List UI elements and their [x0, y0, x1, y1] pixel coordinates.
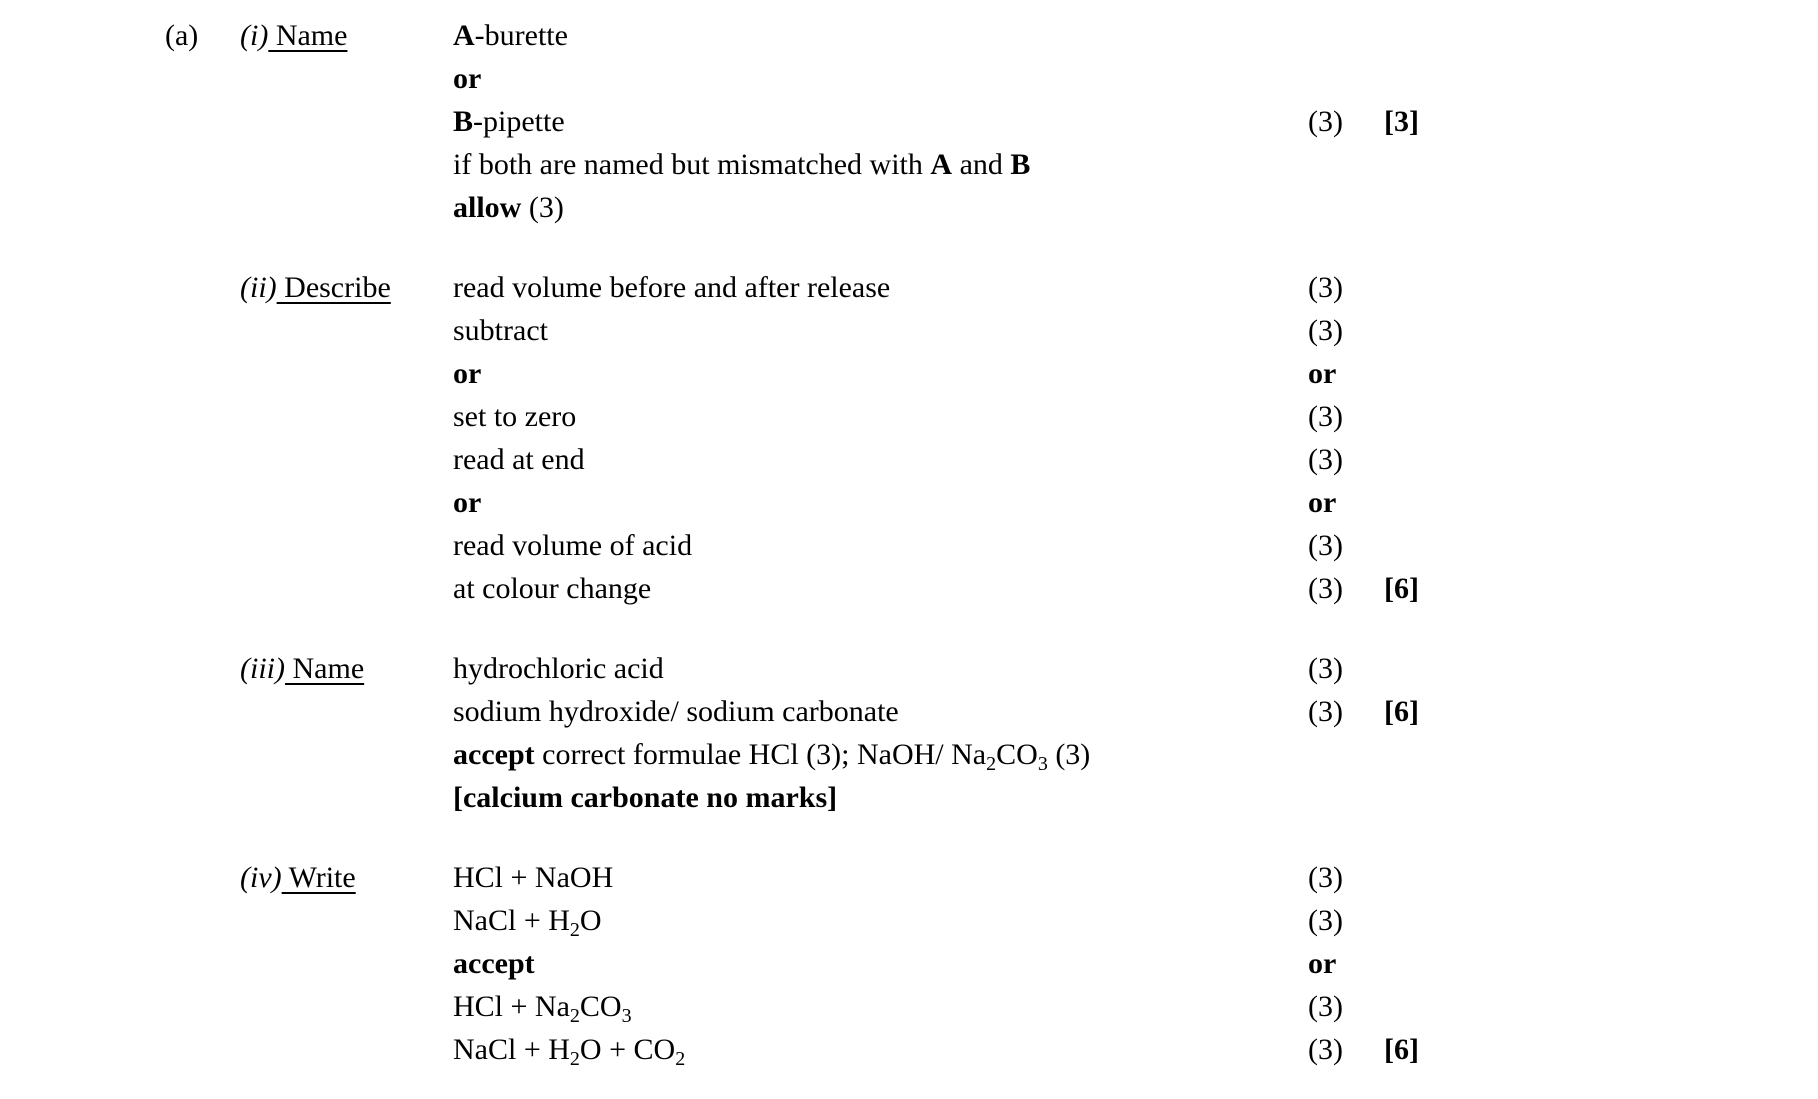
- total-marks: [1384, 776, 1463, 819]
- question-label-spacer: [165, 352, 240, 395]
- subquestion-cell: [240, 690, 453, 733]
- answer-line: [453, 899, 1308, 942]
- answer-text: NaCl + H: [453, 1033, 570, 1066]
- subquestion-cell: [240, 776, 453, 819]
- question-label-spacer: [165, 856, 240, 899]
- answer-line: [453, 352, 1308, 395]
- subscript-text: 2: [675, 1048, 686, 1070]
- question-label-spacer: [165, 100, 240, 143]
- answer-text: (3): [521, 191, 564, 224]
- section-keyword: Name: [268, 19, 348, 52]
- subquestion-cell: [240, 352, 453, 395]
- answer-line: [453, 647, 1308, 690]
- answer-text: CO: [996, 738, 1038, 771]
- total-marks: [1384, 352, 1463, 395]
- subquestion-cell: [240, 57, 453, 100]
- answer-text: hydrochloric acid: [453, 652, 664, 685]
- mark-value: (3): [1308, 529, 1343, 562]
- answer-line: [453, 733, 1308, 776]
- total-marks: [1384, 733, 1463, 776]
- total-marks: [1384, 856, 1463, 899]
- question-label-spacer: [165, 567, 240, 610]
- answer-line: [453, 1028, 1308, 1071]
- section-numeral: (iv): [240, 861, 282, 894]
- mark-value: (3): [1308, 1033, 1343, 1066]
- subquestion-cell: [240, 438, 453, 481]
- subquestion-cell: [240, 733, 453, 776]
- mark-value: [1308, 776, 1384, 819]
- answer-text: read at end: [453, 443, 585, 476]
- total-marks: [1384, 395, 1463, 438]
- section-keyword: Describe: [276, 271, 391, 304]
- total-marks: [1384, 266, 1463, 309]
- section-keyword: Name: [285, 652, 365, 685]
- mark-value: [1308, 14, 1384, 57]
- answer-line: [453, 186, 1308, 229]
- total-marks: [1384, 899, 1463, 942]
- mark-value: [1308, 186, 1384, 229]
- answer-line: [453, 567, 1308, 610]
- question-label-spacer: [165, 690, 240, 733]
- answer-line: [453, 481, 1308, 524]
- subquestion-cell: [240, 985, 453, 1028]
- answer-text: -burette: [474, 19, 568, 52]
- question-label-spacer: [165, 395, 240, 438]
- subquestion-cell: [240, 647, 453, 690]
- question-label-spacer: [165, 899, 240, 942]
- total-marks: [1384, 143, 1463, 186]
- answer-text: sodium hydroxide/ sodium carbonate: [453, 695, 899, 728]
- mark-value: [1308, 57, 1384, 100]
- answer-line: [453, 856, 1308, 899]
- total-marks: [3]: [1384, 105, 1419, 138]
- question-label-spacer: [165, 985, 240, 1028]
- section-iv: [165, 856, 1818, 1071]
- answer-line: [453, 143, 1308, 186]
- subscript-text: 2: [986, 753, 997, 775]
- answer-text: or: [453, 62, 482, 95]
- answer-line: [453, 266, 1308, 309]
- subscript-text: 2: [569, 1048, 580, 1070]
- subquestion-cell: [240, 309, 453, 352]
- subscript-text: 3: [621, 1005, 632, 1027]
- answer-line: [453, 395, 1308, 438]
- question-label-spacer: [165, 481, 240, 524]
- question-label-spacer: [165, 186, 240, 229]
- question-label-spacer: [165, 309, 240, 352]
- mark-value: (3): [1308, 105, 1343, 138]
- total-marks: [1384, 481, 1463, 524]
- mark-scheme-sections: [165, 14, 1818, 1071]
- mark-value: (3): [1308, 443, 1343, 476]
- mark-value: (3): [1308, 904, 1343, 937]
- subquestion-cell: [240, 1028, 453, 1071]
- answer-line: [453, 985, 1308, 1028]
- total-marks: [1384, 942, 1463, 985]
- mark-value: [1308, 143, 1384, 186]
- answer-text: (3): [1047, 738, 1091, 771]
- total-marks: [1384, 524, 1463, 567]
- mark-value: or: [1308, 357, 1337, 390]
- answer-text: and: [952, 148, 1011, 181]
- total-marks: [1384, 647, 1463, 690]
- answer-text: NaCl + H: [453, 904, 570, 937]
- answer-text: A: [453, 19, 475, 52]
- total-marks: [1384, 186, 1463, 229]
- answer-text: read volume before and after release: [453, 271, 891, 304]
- total-marks: [1384, 438, 1463, 481]
- subquestion-cell: [240, 143, 453, 186]
- answer-text: HCl + Na: [453, 990, 570, 1023]
- total-marks: [1384, 57, 1463, 100]
- answer-text: O: [579, 904, 602, 937]
- subscript-text: 2: [569, 919, 580, 941]
- mark-value: (3): [1308, 652, 1343, 685]
- mark-value: [1308, 733, 1384, 776]
- question-label-spacer: [165, 1028, 240, 1071]
- mark-value: (3): [1308, 695, 1343, 728]
- subquestion-cell: [240, 524, 453, 567]
- subquestion-cell: [240, 266, 453, 309]
- answer-text: CO: [579, 990, 622, 1023]
- subquestion-cell: [240, 942, 453, 985]
- subscript-text: 3: [1037, 753, 1048, 775]
- answer-text: -pipette: [473, 105, 565, 138]
- question-label-spacer: [165, 266, 240, 309]
- subquestion-cell: [240, 186, 453, 229]
- answer-line: [453, 309, 1308, 352]
- answer-line: [453, 14, 1308, 57]
- question-label-spacer: [165, 733, 240, 776]
- answer-text: accept: [453, 947, 535, 980]
- answer-line: [453, 100, 1308, 143]
- total-marks: [6]: [1384, 572, 1419, 605]
- answer-text: set to zero: [453, 400, 577, 433]
- answer-text: or: [453, 357, 482, 390]
- answer-text: O + CO: [579, 1033, 676, 1066]
- answer-text: A: [930, 148, 953, 181]
- answer-text: if both are named but mismatched with: [453, 148, 931, 181]
- subquestion-cell: [240, 100, 453, 143]
- answer-text: correct formulae HCl (3); NaOH/ Na: [534, 738, 987, 771]
- total-marks: [6]: [1384, 695, 1419, 728]
- answer-text: allow: [453, 191, 522, 224]
- question-label-spacer: [165, 143, 240, 186]
- section-iii: [165, 647, 1818, 819]
- subquestion-cell: [240, 395, 453, 438]
- mark-value: (3): [1308, 861, 1343, 894]
- subquestion-cell: [240, 899, 453, 942]
- section-ii: [165, 266, 1818, 610]
- question-label-spacer: [165, 776, 240, 819]
- answer-text: B: [453, 105, 474, 138]
- section-numeral: (iii): [240, 652, 285, 685]
- answer-line: [453, 524, 1308, 567]
- answer-text: HCl + NaOH: [453, 861, 614, 894]
- answer-text: read volume of acid: [453, 529, 693, 562]
- total-marks: [1384, 309, 1463, 352]
- total-marks: [1384, 985, 1463, 1028]
- answer-line: [453, 776, 1308, 819]
- answer-line: [453, 942, 1308, 985]
- section-keyword: Write: [281, 861, 356, 894]
- section-numeral: (ii): [240, 271, 277, 304]
- total-marks: [6]: [1384, 1033, 1419, 1066]
- answer-text: accept: [453, 738, 535, 771]
- answer-line: [453, 57, 1308, 100]
- subquestion-cell: [240, 481, 453, 524]
- mark-value: or: [1308, 486, 1337, 519]
- mark-value: (3): [1308, 314, 1343, 347]
- question-label: (a): [165, 19, 199, 52]
- total-marks: [1384, 14, 1463, 57]
- mark-value: (3): [1308, 271, 1343, 304]
- mark-value: (3): [1308, 990, 1343, 1023]
- answer-text: subtract: [453, 314, 548, 347]
- answer-text: B: [1010, 148, 1031, 181]
- section-i: [165, 14, 1818, 229]
- mark-value: (3): [1308, 400, 1343, 433]
- question-label-spacer: [165, 57, 240, 100]
- mark-value: (3): [1308, 572, 1343, 605]
- subquestion-cell: [240, 856, 453, 899]
- question-label-spacer: [165, 524, 240, 567]
- answer-text: at colour change: [453, 572, 652, 605]
- question-label-spacer: [165, 647, 240, 690]
- question-label-spacer: [165, 942, 240, 985]
- subquestion-cell: [240, 567, 453, 610]
- subquestion-cell: [240, 14, 453, 57]
- subscript-text: 2: [569, 1005, 580, 1027]
- answer-line: [453, 438, 1308, 481]
- question-label-spacer: [165, 438, 240, 481]
- answer-text: [calcium carbonate no marks]: [453, 781, 838, 814]
- section-numeral: (i): [240, 19, 269, 52]
- mark-value: or: [1308, 947, 1337, 980]
- answer-text: or: [453, 486, 482, 519]
- answer-line: [453, 690, 1308, 733]
